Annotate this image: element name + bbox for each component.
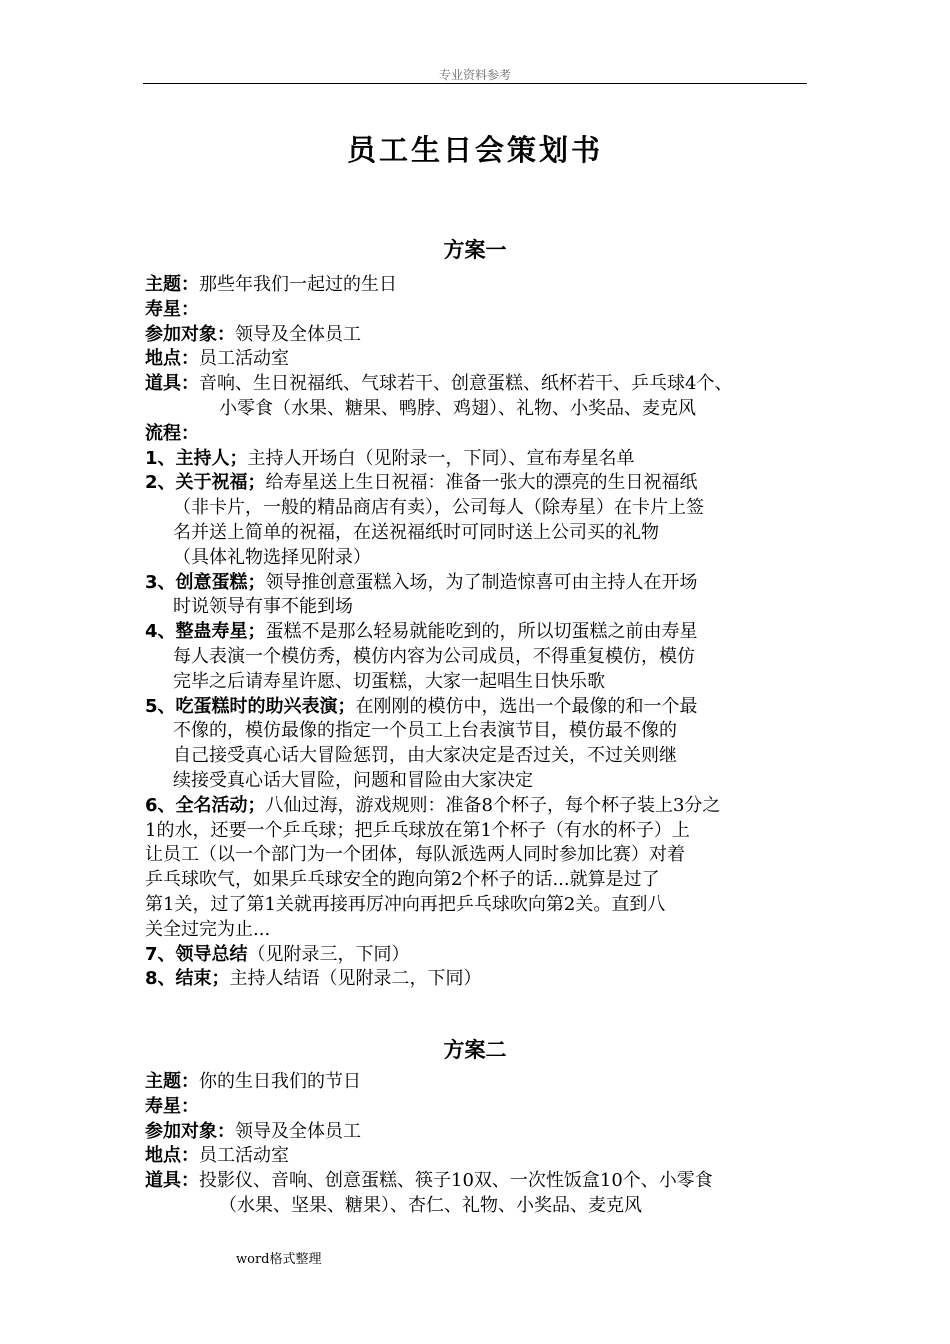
step-1-label: 1、主持人； [145,447,248,469]
step-6-label: 6、全名活动； [145,794,266,816]
step-6-cont: 1的水，还要一个乒乓球；把乒乓球放在第1个杯子（有水的杯子）上 [145,819,690,841]
step-3-text: 领导推创意蛋糕入场，为了制造惊喜可由主持人在开场 [265,571,698,593]
step-1 [145,447,810,472]
step-5-cont: 自己接受真心话大冒险惩罚，由大家决定是否过关，不过关则继 [173,745,677,767]
step-5-cont: 不像的，模仿最像的指定一个员工上台表演节目，模仿最不像的 [173,720,677,742]
plan1-section [145,273,810,992]
theme-label: 主题： [145,274,199,295]
step-2-cont: （具体礼物选择见附录） [173,546,371,568]
props-label: 道具： [145,1170,199,1192]
props-label: 道具： [145,373,199,395]
step-2-text: 给寿星送上生日祝福：准备一张大的漂亮的生日祝福纸 [265,472,698,494]
plan1-process [145,422,810,447]
participants-value: 领导及全体员工 [235,1120,361,1142]
step-7 [145,943,810,968]
document-title: 员工生日会策划书 [346,133,603,167]
plan1-participants [145,323,810,348]
theme-value: 你的生日我们的节日 [199,1071,361,1092]
step-2 [145,471,810,496]
step-4-text: 蛋糕不是那么轻易就能吃到的，所以切蛋糕之前由寿星 [265,621,698,643]
step-5-cont: 续接受真心话大冒险，问题和冒险由大家决定 [173,769,533,791]
theme-label: 主题： [145,1071,199,1092]
step-6-cont: 关全过完为止... [145,918,271,940]
location-value: 员工活动室 [199,1145,289,1167]
step-7-label: 7、领导总结 [145,943,248,965]
step-4-cont: 每人表演一个模仿秀，模仿内容为公司成员，不得重复模仿，模仿 [173,645,695,667]
step-6-cont: 第1关，过了第1关就再接再厉冲向再把乒乓球吹向第2关。直到八 [145,893,666,915]
step-8-label: 8、结束； [145,968,230,990]
page-header: 专业资料参考 [438,68,511,82]
step-4 [145,620,810,645]
step-3-cont: 时说领导有事不能到场 [173,596,353,618]
star-label: 寿星： [145,1095,199,1117]
props-value-line1: 投影仪、音响、创意蛋糕、筷子10双、一次性饭盒10个、小零食 [199,1170,713,1192]
plan2-location [145,1144,810,1169]
plan2-participants [145,1120,810,1145]
plan2-props [145,1169,810,1194]
step-6 [145,794,810,819]
step-2-label: 2、关于祝福； [145,472,266,494]
plan2-theme [145,1070,810,1095]
step-3-label: 3、创意蛋糕； [145,571,266,593]
step-8 [145,967,810,992]
step-5-label: 5、吃蛋糕时的助兴表演； [145,695,356,717]
participants-value: 领导及全体员工 [235,323,361,345]
plan1-star [145,298,810,323]
step-3 [145,571,810,596]
participants-label: 参加对象： [145,323,235,345]
location-value: 员工活动室 [199,348,289,370]
plan1-theme [145,273,810,298]
step-6-text: 八仙过海，游戏规则：准备8个杯子，每个杯子装上3分之 [265,794,721,816]
plan2-star [145,1095,810,1120]
step-6-cont: 乒乓球吹气，如果乒乓球安全的跑向第2个杯子的话...就算是过了 [145,869,660,891]
step-2-cont: 名并送上简单的祝福，在送祝福纸时可同时送上公司买的礼物 [173,521,659,543]
plan2-heading: 方案二 [443,1038,507,1062]
location-label: 地点： [145,1145,199,1167]
step-4-label: 4、整蛊寿星； [145,621,266,643]
step-2-cont: （非卡片，一般的精品商店有卖），公司每人（除寿星）在卡片上签 [173,497,704,519]
step-5 [145,695,810,720]
props-value-line1: 音响、生日祝福纸、气球若干、创意蛋糕、纸杯若干、乒乓球4个、 [199,373,733,395]
page-footer: word格式整理 [236,1252,322,1267]
plan1-props [145,372,810,397]
step-7-text: （见附录三，下同） [247,943,410,965]
header-divider [143,83,807,84]
step-5-text: 在刚刚的模仿中，选出一个最像的和一个最 [355,695,698,717]
location-label: 地点： [145,348,199,370]
plan1-heading: 方案一 [443,238,507,262]
participants-label: 参加对象： [145,1120,235,1142]
plan1-location [145,347,810,372]
step-8-text: 主持人结语（见附录二，下同） [229,968,482,990]
plan2-props-cont: （水果、坚果、糖果）、杏仁、礼物、小奖品、麦克风 [219,1194,642,1216]
step-1-text: 主持人开场白（见附录一，下同）、宣布寿星名单 [247,447,635,469]
plan1-props-cont: 小零食（水果、糖果、鸭脖、鸡翅）、礼物、小奖品、麦克风 [219,397,696,419]
process-label: 流程： [145,422,199,444]
star-label: 寿星： [145,298,199,320]
step-6-cont: 让员工（以一个部门为一个团体，每队派选两人同时参加比赛）对着 [145,844,685,866]
step-4-cont: 完毕之后请寿星许愿、切蛋糕，大家一起唱生日快乐歌 [173,670,605,692]
theme-value: 那些年我们一起过的生日 [199,274,397,295]
plan2-section [145,1070,810,1219]
